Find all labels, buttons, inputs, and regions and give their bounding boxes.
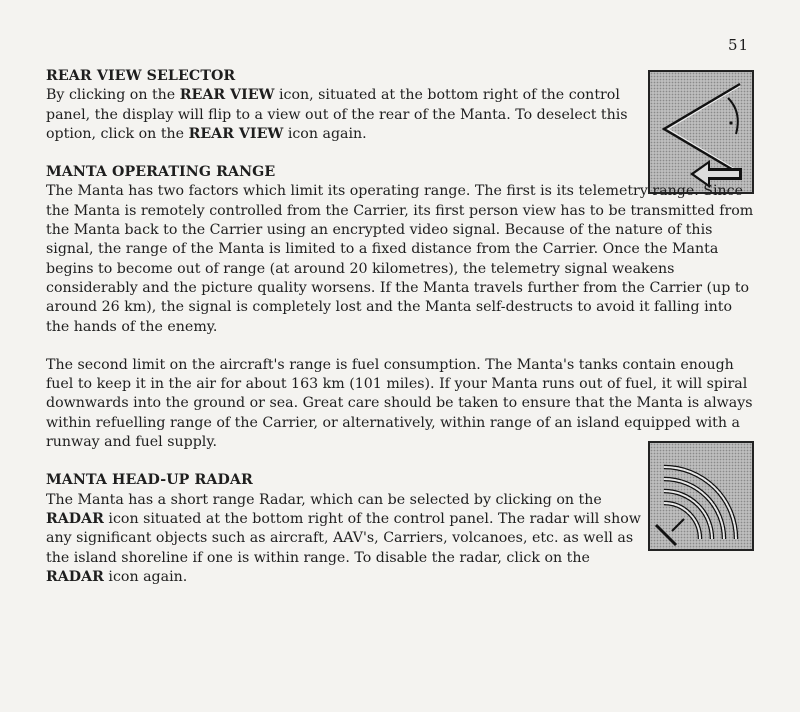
radar-keyword: RADAR	[46, 568, 104, 585]
operating-range-para-1: The Manta has two factors which limit its operating range. The first is its telemetry range. Since the Manta is remotely controlled from the Carrier, its first person view has to be transmitted from the Manta back to the Carrier using an encrypted video signal. Because of the nature of this signal, the range of the Manta is limited to a fixed distance from the Carrier. Once the Manta begins to become out of range (at around 20 kilometres), the telemetry signal weakens considerably and the picture quality worsens. If the Manta travels further from the Carrier (up to around 26 km), the signal is completely lost and the Manta self-destructs to avoid it falling into the hands of the enemy.	[46, 183, 754, 335]
operating-range-heading: MANTA OPERATING RANGE	[46, 164, 276, 181]
rear-view-section	[46, 67, 758, 144]
radar-section	[46, 471, 758, 587]
operating-range-para-2: The second limit on the aircraft's range is fuel consumption. The Manta's tanks contain enough fuel to keep it in the air for about 163 km (101 miles). If your Manta runs out of fuel, it will spiral downwards into the ground or sea. Great care should be taken to ensure that the Manta is always within refuelling range of the Carrier, or alternatively, within range of an island equipped with a runway and fuel supply.	[46, 356, 753, 451]
rear-view-keyword: REAR VIEW	[179, 87, 275, 104]
text-run: By clicking on the	[46, 87, 180, 104]
text-run: icon, situated at the bottom right of the control panel, the display will flip to a view out of the rear of the Manta. To deselect this option, click on the	[46, 87, 628, 142]
radar-text	[46, 491, 642, 587]
text-run: icon situated at the bottom right of the control panel. The radar will show any significant objects such as aircraft, AAV's, Carriers, volcanoes, etc. as well as the island shoreline if one is within range. To disable the radar, click on the	[46, 510, 641, 566]
rear-view-keyword: REAR VIEW	[188, 125, 284, 142]
operating-range-section	[46, 163, 758, 337]
radar-heading: MANTA HEAD-UP RADAR	[46, 472, 253, 489]
text-run: icon again.	[283, 125, 367, 142]
text-run: The Manta has a short range Radar, which can be selected by clicking on the	[46, 491, 602, 508]
page-number: 51	[728, 36, 750, 54]
text-run: icon again.	[103, 568, 188, 585]
page-content	[46, 67, 758, 606]
rear-view-text	[46, 86, 634, 144]
radar-keyword: RADAR	[46, 510, 104, 527]
rear-view-heading: REAR VIEW SELECTOR	[46, 68, 236, 84]
